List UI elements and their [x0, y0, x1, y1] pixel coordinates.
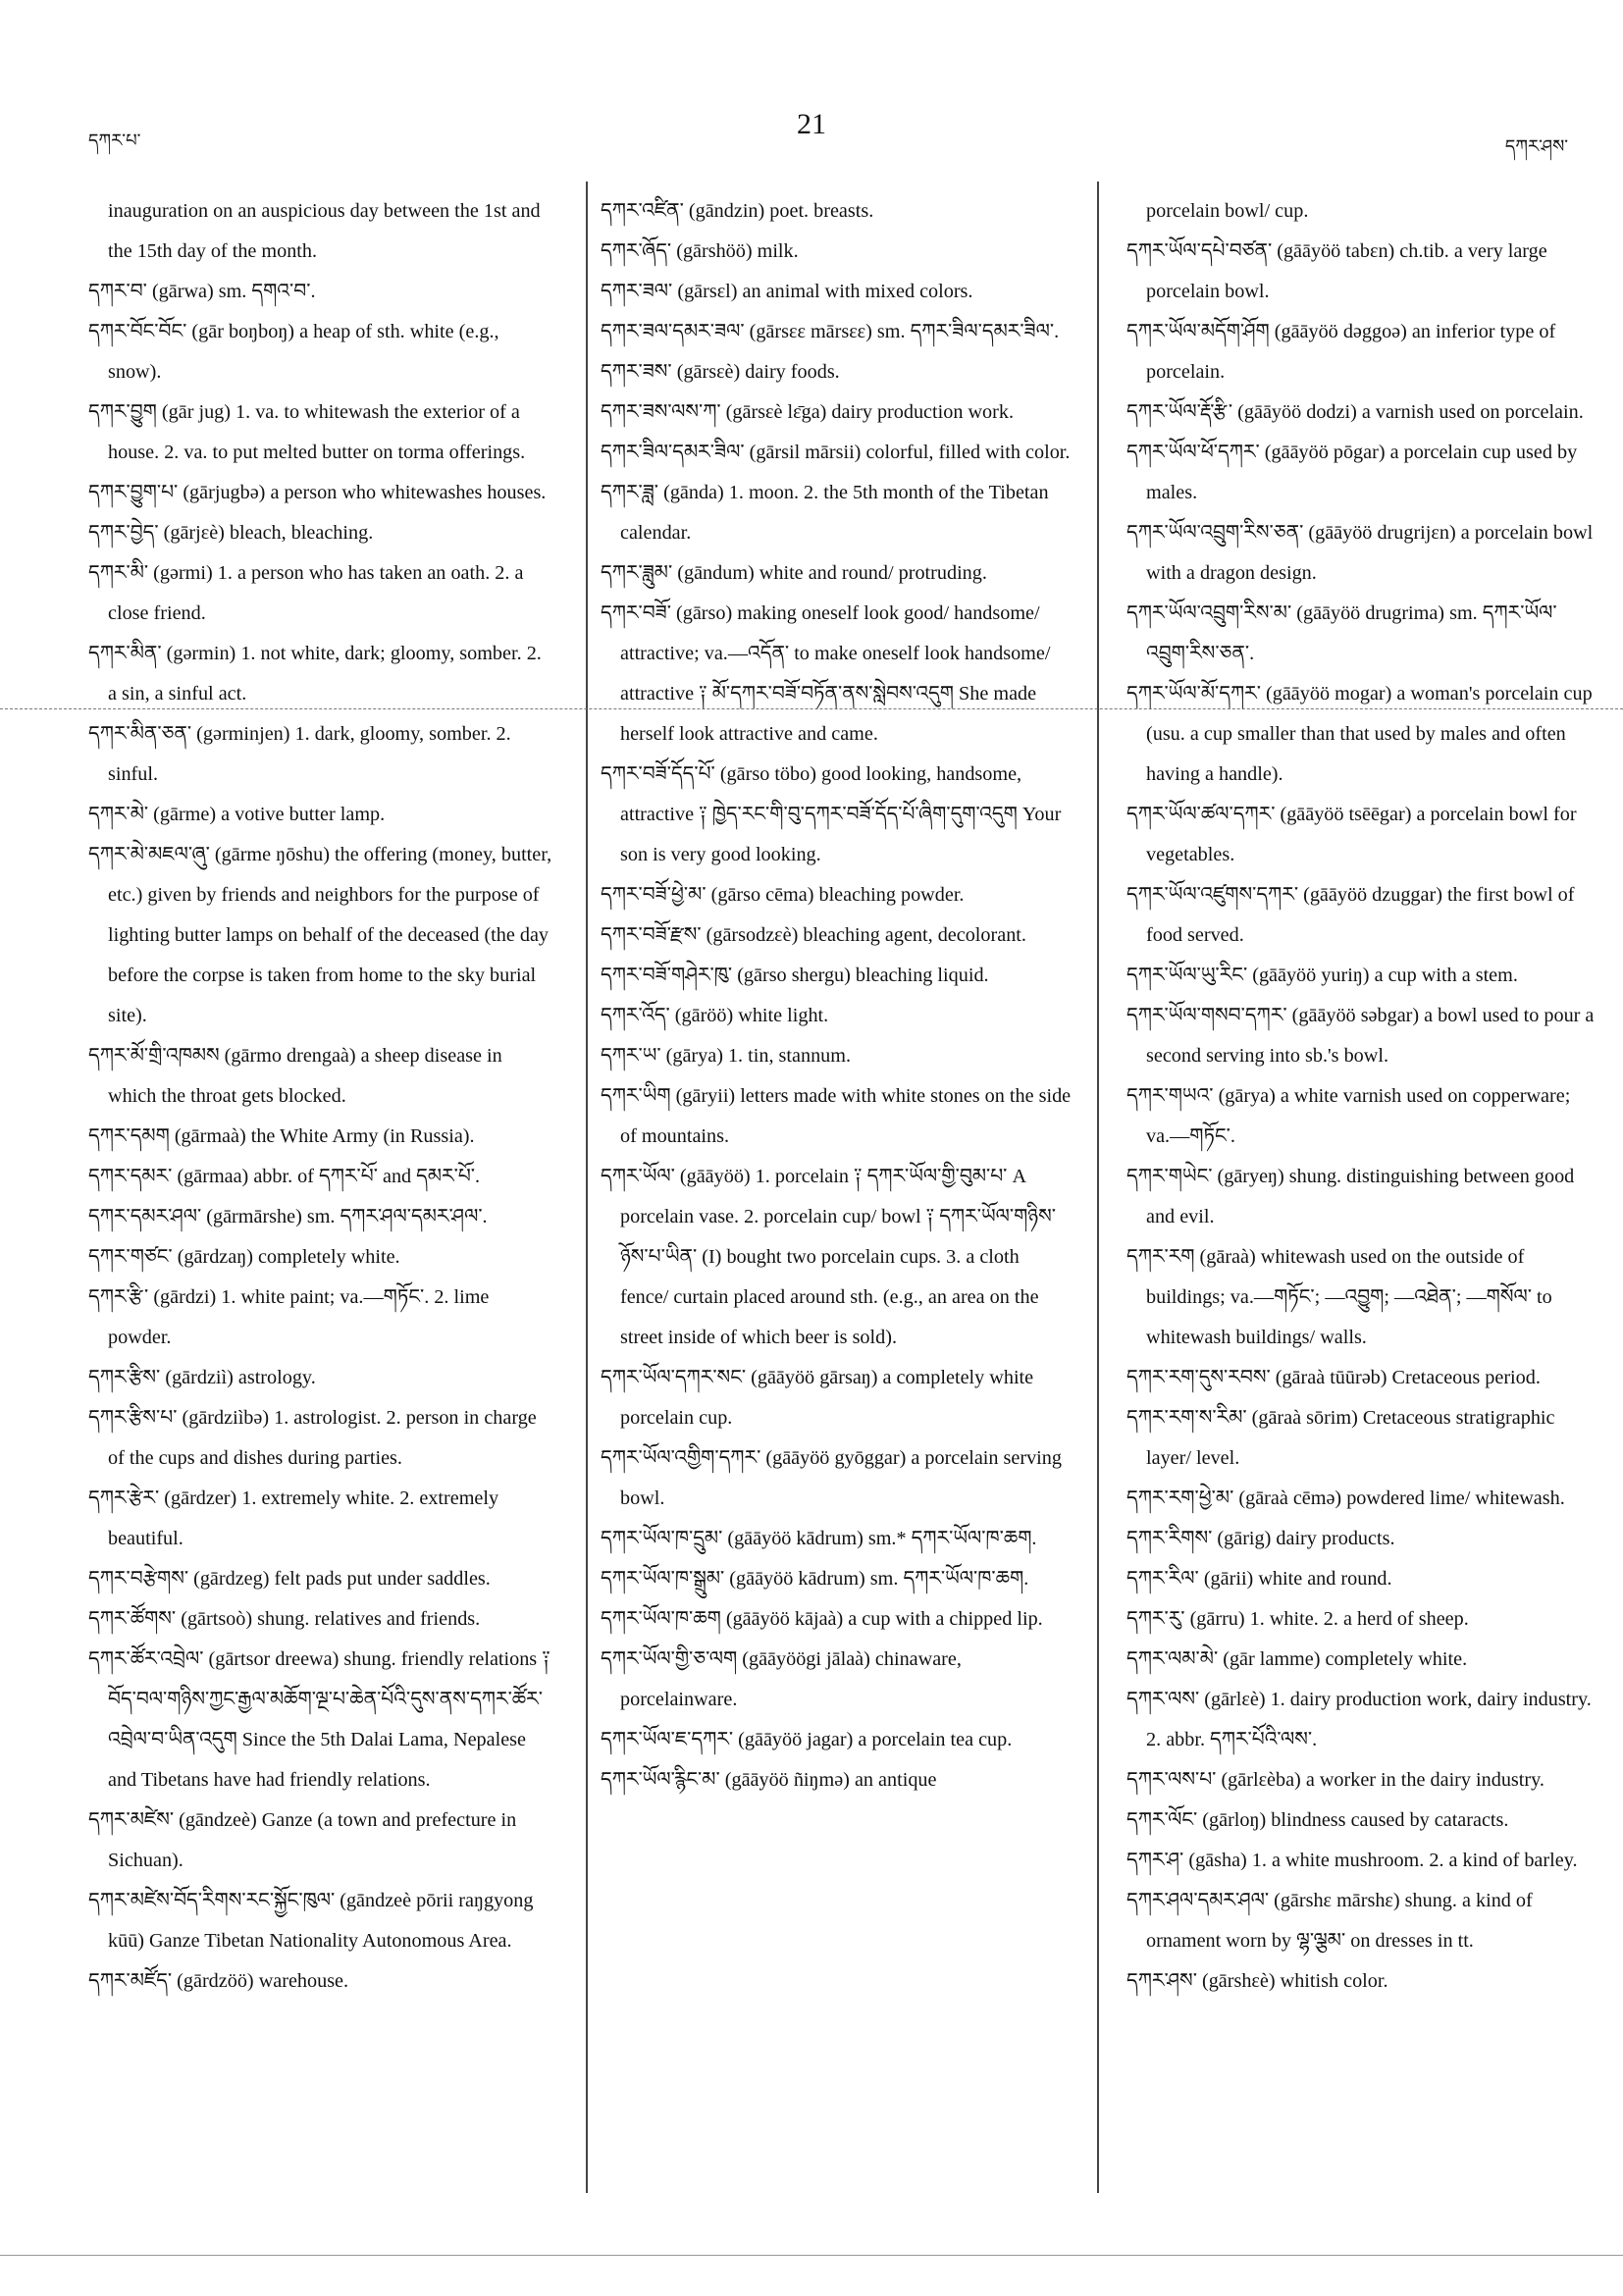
- dictionary-entry: དཀར་ལོང་ (gārloŋ) blindness caused by cataracts.: [1126, 1809, 1509, 1831]
- dictionary-entry: དཀར་ཚོར་འབྲེལ་ (gārtsor dreewa) shung. friendly relations ༑ བོད་བལ་གཉིས་ཀྱང་རྒྱལ་མཆོག་ལྔ་པ་ཆེན་པོའི་དུས་ནས་དཀར་ཚོར་འབྲེལ་བ་ཡིན་འདུག Since the 5th Dalai Lama, Nepalese and Tibetans have had friendly relations.: [88, 1648, 550, 1791]
- dictionary-entry: དཀར་བཟོ་དོད་པོ་ (gārso töbo) good looking, handsome, attractive ༑ ཁྱེད་རང་གི་བུ་དཀར་བཟོ་དོད་པོ་ཞིག་དུག་འདུག Your son is very good looking.: [601, 763, 1062, 865]
- dictionary-entry: དཀར་བཟོ་གཤེར་ཁུ་ (gārso shergu) bleaching liquid.: [601, 965, 989, 986]
- dictionary-entry: དཀར་ཡོལ་ཁ་སྒྲུམ་ (gāāyöö kādrum) sm. དཀར་ཡོལ་ཁ་ཆག.: [601, 1568, 1029, 1590]
- dictionary-entry: དཀར་ཟས་ལས་ཀ་ (gārsɛè lɛ̄ga) dairy production work.: [601, 401, 1015, 423]
- dictionary-entry: དཀར་རག་ཕྱེ་མ་ (gāraà cēmə) powdered lime/ whitewash.: [1126, 1487, 1565, 1509]
- dictionary-entry: དཀར་མཛེས་བོད་རིགས་རང་སྐྱོང་ཁུལ་ (gāndzeè pōrii raŋgyong kūū) Ganze Tibetan Nationality Autonomous Area.: [88, 1890, 534, 1952]
- dictionary-entry: དཀར་བརྩེགས་ (gārdzeg) felt pads put under saddles.: [88, 1568, 491, 1590]
- dictionary-entry: དཀར་མི་ (gərmi) 1. a person who has taken an oath. 2. a close friend.: [88, 562, 524, 624]
- dictionary-entry: དཀར་ཟས་ (gārsɛè) dairy foods.: [601, 361, 840, 383]
- dictionary-entry: དཀར་རུ་ (gārru) 1. white. 2. a herd of sheep.: [1126, 1608, 1469, 1630]
- dictionary-entry: དཀར་ཡོལ་རྙིང་མ་ (gāāyöö ñiŋmə) an antique: [601, 1769, 937, 1791]
- dictionary-entry: དཀར་ཟླུམ་ (gāndum) white and round/ protruding.: [601, 562, 987, 584]
- dictionary-entry: དཀར་ཡོལ་འབྲུག་རིས་ཅན་ (gāāyöö drugrijɛn) a porcelain bowl with a dragon design.: [1126, 522, 1594, 584]
- dictionary-column-2: [601, 191, 1072, 2193]
- dictionary-entry: དཀར་ཟིལ་དམར་ཟིལ་ (gārsil mārsii) colorful, filled with color.: [601, 442, 1071, 463]
- dictionary-entry: དཀར་ཡོལ་འཛུགས་དཀར་ (gāāyöö dzuggar) the first bowl of food served.: [1126, 884, 1575, 946]
- dictionary-entry: དཀར་བྱུག་པ་ (gārjugbə) a person who whitewashes houses.: [88, 482, 547, 503]
- dictionary-entry: དཀར་ཟལ་དམར་ཟལ་ (gārsɛɛ mārsɛɛ) sm. དཀར་ཟིལ་དམར་ཟིལ་.: [601, 321, 1060, 342]
- dictionary-entry: དཀར་ལས་པ་ (gārlɛèba) a worker in the dairy industry.: [1126, 1769, 1544, 1791]
- dictionary-entry: དཀར་རག (gāraà) whitewash used on the outside of buildings; va.—གཏོང་; —འབྱུག; —འཐེན་; —གསོལ་ to whitewash buildings/ walls.: [1126, 1246, 1552, 1348]
- dictionary-entry: དཀར་བོང་བོང་ (gār boŋboŋ) a heap of sth. white (e.g., snow).: [88, 321, 499, 383]
- dictionary-entry: དཀར་བྱུག (gār jug) 1. va. to whitewash the exterior of a house. 2. va. to put melted butter on torma offerings.: [88, 401, 526, 463]
- dictionary-entry: དཀར་ལས་ (gārlɛè) 1. dairy production work, dairy industry. 2. abbr. དཀར་པོའི་ལས་.: [1126, 1689, 1592, 1750]
- running-head-right: དཀར་ཤས་: [1504, 136, 1568, 157]
- dictionary-entry: དཀར་བྱེད་ (gārjɛè) bleach, bleaching.: [88, 522, 374, 544]
- dictionary-entry: དཀར་ཤས་ (gārshɛè) whitish color.: [1126, 1970, 1388, 1992]
- dictionary-entry: དཀར་ཡོལ་དཔེ་བཙན་ (gāāyöö tabɛn) ch.tib. a very large porcelain bowl.: [1126, 240, 1547, 302]
- dictionary-entry: དཀར་ཡོལ་ཁ་དྲུམ་ (gāāyöö kādrum) sm.* དཀར་ཡོལ་ཁ་ཆག.: [601, 1528, 1037, 1549]
- dictionary-entry: དཀར་འོད་ (gāröö) white light.: [601, 1005, 829, 1026]
- dictionary-entry: དཀར་ཡོལ་འགྱིག་དཀར་ (gāāyöö gyōggar) a porcelain serving bowl.: [601, 1447, 1062, 1509]
- dictionary-entry: དཀར་བཟོ་རྫས་ (gārsodzɛè) bleaching agent, decolorant.: [601, 924, 1026, 946]
- dictionary-entry: དཀར་ཡོལ་མདོག་ཤོག (gāāyöö dəggoə) an inferior type of porcelain.: [1126, 321, 1556, 383]
- column-divider: [1097, 182, 1099, 2193]
- dictionary-entry: དཀར་དམར་ (gārmaa) abbr. of དཀར་པོ་ and དམར་པོ་.: [88, 1166, 481, 1187]
- dictionary-entry: porcelain bowl/ cup.: [1146, 200, 1309, 222]
- column-divider: [586, 182, 588, 2193]
- dictionary-column-1: [88, 191, 554, 2193]
- dictionary-entry: དཀར་ཡ་ (gārya) 1. tin, stannum.: [601, 1045, 852, 1067]
- dictionary-entry: དཀར་བ་ (gārwa) sm. དགའ་བ་.: [88, 281, 316, 302]
- dictionary-entry: དཀར་མིན་ཅན་ (gərminjen) 1. dark, gloomy, somber. 2. sinful.: [88, 723, 511, 785]
- dictionary-entry: དཀར་མཛེས་ (gāndzeè) Ganze (a town and prefecture in Sichuan).: [88, 1809, 517, 1871]
- dictionary-entry: དཀར་ཤ་ (gāsha) 1. a white mushroom. 2. a kind of barley.: [1126, 1850, 1578, 1871]
- dictionary-entry: དཀར་གཙང་ (gārdzaŋ) completely white.: [88, 1246, 400, 1268]
- dictionary-entry: དཀར་རག་དུས་རབས་ (gāraà tūūrəb) Cretaceous period.: [1126, 1367, 1541, 1388]
- dictionary-entry: དཀར་ཡིག (gāryii) letters made with white stones on the side of mountains.: [601, 1085, 1072, 1147]
- dictionary-entry: དཀར་ཞོད་ (gārshöö) milk.: [601, 240, 799, 262]
- dictionary-entry: དཀར་གཡའ་ (gārya) a white varnish used on copperware; va.—གཏོང་.: [1126, 1085, 1571, 1147]
- dictionary-entry: དཀར་མིན་ (gərmin) 1. not white, dark; gloomy, somber. 2. a sin, a sinful act.: [88, 643, 542, 704]
- dictionary-entry: དཀར་ལམ་མེ་ (gār lamme) completely white.: [1126, 1648, 1468, 1670]
- dictionary-entry: དཀར་ཡོལ་གསབ་དཀར་ (gāāyöö səbgar) a bowl used to pour a second serving into sb.'s bowl.: [1126, 1005, 1595, 1067]
- dictionary-entry: དཀར་བཟོ་ཕྱེ་མ་ (gārso cēma) bleaching powder.: [601, 884, 965, 906]
- running-head-left: དཀར་པ་: [88, 130, 141, 151]
- dictionary-entry: དཀར་ཡོལ་ཇ་དཀར་ (gāāyöö jagar) a porcelain tea cup.: [601, 1729, 1013, 1750]
- dictionary-entry: དཀར་ཟལ་ (gārsɛl) an animal with mixed colors.: [601, 281, 973, 302]
- dictionary-entry: དཀར་ཡོལ་ (gāāyöö) 1. porcelain ༑ དཀར་ཡོལ་གྱི་བུམ་པ་ A porcelain vase. 2. porcelain cup/ bowl ༑ དཀར་ཡོལ་གཉིས་ཉོས་པ་ཡིན་ (I) bought two porcelain cups. 3. a cloth fence/ curtain placed around sth. (e.g., an area on the street inside of which beer is sold).: [601, 1166, 1056, 1348]
- dictionary-entry: དཀར་རིགས་ (gārig) dairy products.: [1126, 1528, 1395, 1549]
- dictionary-column-3: [1126, 191, 1596, 2193]
- dictionary-entry: དཀར་མེ་མཇལ་ཞུ་ (gārme ŋōshu) the offering (money, butter, etc.) given by friends and neighbors for the purpose of lighting butter lamps on behalf of the deceased (the day before the corpse is taken from home to the sky burial site).: [88, 844, 552, 1026]
- dictionary-entry: དཀར་རྩི་ (gārdzi) 1. white paint; va.—གཏོང་. 2. lime powder.: [88, 1286, 490, 1348]
- dictionary-entry: དཀར་ཚོགས་ (gārtsoò) shung. relatives and friends.: [88, 1608, 481, 1630]
- dictionary-entry: དཀར་བཟོ་ (gārso) making oneself look good/ handsome/ attractive; va.—འདོན་ to make oneself look handsome/ attractive ༑ མོ་དཀར་བཟོ་བཏོན་ནས་སླེབས་འདུག She made herself look attractive and came.: [601, 602, 1051, 745]
- dictionary-entry: དཀར་ཡོལ་མོ་དཀར་ (gāāyöö mogar) a woman's porcelain cup (usu. a cup smaller than that used by males and often having a handle).: [1126, 683, 1593, 785]
- dictionary-entry: དཀར་ཡོལ་ཡུ་རིང་ (gāāyöö yuriŋ) a cup with a stem.: [1126, 965, 1518, 986]
- dictionary-entry: དཀར་ཡོལ་རྡོ་རྩི་ (gāāyöö dodzi) a varnish used on porcelain.: [1126, 401, 1584, 423]
- dictionary-entry: དཀར་གཡེང་ (gāryeŋ) shung. distinguishing between good and evil.: [1126, 1166, 1575, 1227]
- dictionary-entry: དཀར་རྩིས་ (gārdziì) astrology.: [88, 1367, 316, 1388]
- dictionary-entry: དཀར་རག་ས་རིམ་ (gāraà sōrim) Cretaceous stratigraphic layer/ level.: [1126, 1407, 1555, 1469]
- dictionary-entry: དཀར་མོ་གྲི་འཁམས (gārmo drengaà) a sheep disease in which the throat gets blocked.: [88, 1045, 502, 1107]
- dictionary-entry: དཀར་རྩེར་ (gārdzer) 1. extremely white. 2. extremely beautiful.: [88, 1487, 499, 1549]
- dictionary-entry: དཀར་ཡོལ་ཕོ་དཀར་ (gāāyöö pōgar) a porcelain cup used by males.: [1126, 442, 1578, 503]
- dictionary-entry: དཀར་ཡོལ་ཚལ་དཀར་ (gāāyöö tsēēgar) a porcelain bowl for vegetables.: [1126, 804, 1577, 865]
- dictionary-entry: དཀར་རྩིས་པ་ (gārdziìbə) 1. astrologist. 2. person in charge of the cups and dishes during parties.: [88, 1407, 537, 1469]
- bottom-rule: [0, 2255, 1623, 2256]
- page-number: 21: [797, 108, 826, 140]
- dictionary-entry: དཀར་དམག (gārmaà) the White Army (in Russia).: [88, 1125, 475, 1147]
- dictionary-entry: དཀར་དམར་ཤལ་ (gārmārshe) sm. དཀར་ཤལ་དམར་ཤལ་.: [88, 1206, 488, 1227]
- dictionary-entry: དཀར་ཡོལ་གྱི་ཅ་ལག (gāāyöögi jālaà) chinaware, porcelainware.: [601, 1648, 962, 1710]
- dictionary-entry: དཀར་མཛོད་ (gārdzöö) warehouse.: [88, 1970, 349, 1992]
- dictionary-entry: དཀར་ཤལ་དམར་ཤལ་ (gārshɛ mārshɛ) shung. a kind of ornament worn by ལྷ་ལྕམ་ on dresses in tt.: [1126, 1890, 1533, 1952]
- dictionary-entry: དཀར་རིལ་ (gārii) white and round.: [1126, 1568, 1392, 1590]
- dictionary-entry: inauguration on an auspicious day between the 1st and the 15th day of the month.: [108, 200, 541, 262]
- dictionary-entry: དཀར་ཡོལ་ཁ་ཆག (gāāyöö kājaà) a cup with a chipped lip.: [601, 1608, 1043, 1630]
- dictionary-entry: དཀར་ཡོལ་འབྲུག་རིས་མ་ (gāāyöö drugrima) sm. དཀར་ཡོལ་འབྲུག་རིས་ཅན་.: [1126, 602, 1557, 664]
- dictionary-entry: དཀར་འཛིན་ (gāndzin) poet. breasts.: [601, 200, 874, 222]
- dictionary-entry: དཀར་མེ་ (gārme) a votive butter lamp.: [88, 804, 386, 825]
- dictionary-entry: དཀར་ཟླ་ (gānda) 1. moon. 2. the 5th month of the Tibetan calendar.: [601, 482, 1049, 544]
- dictionary-entry: དཀར་ཡོལ་དཀར་སང་ (gāāyöö gārsaŋ) a completely white porcelain cup.: [601, 1367, 1034, 1429]
